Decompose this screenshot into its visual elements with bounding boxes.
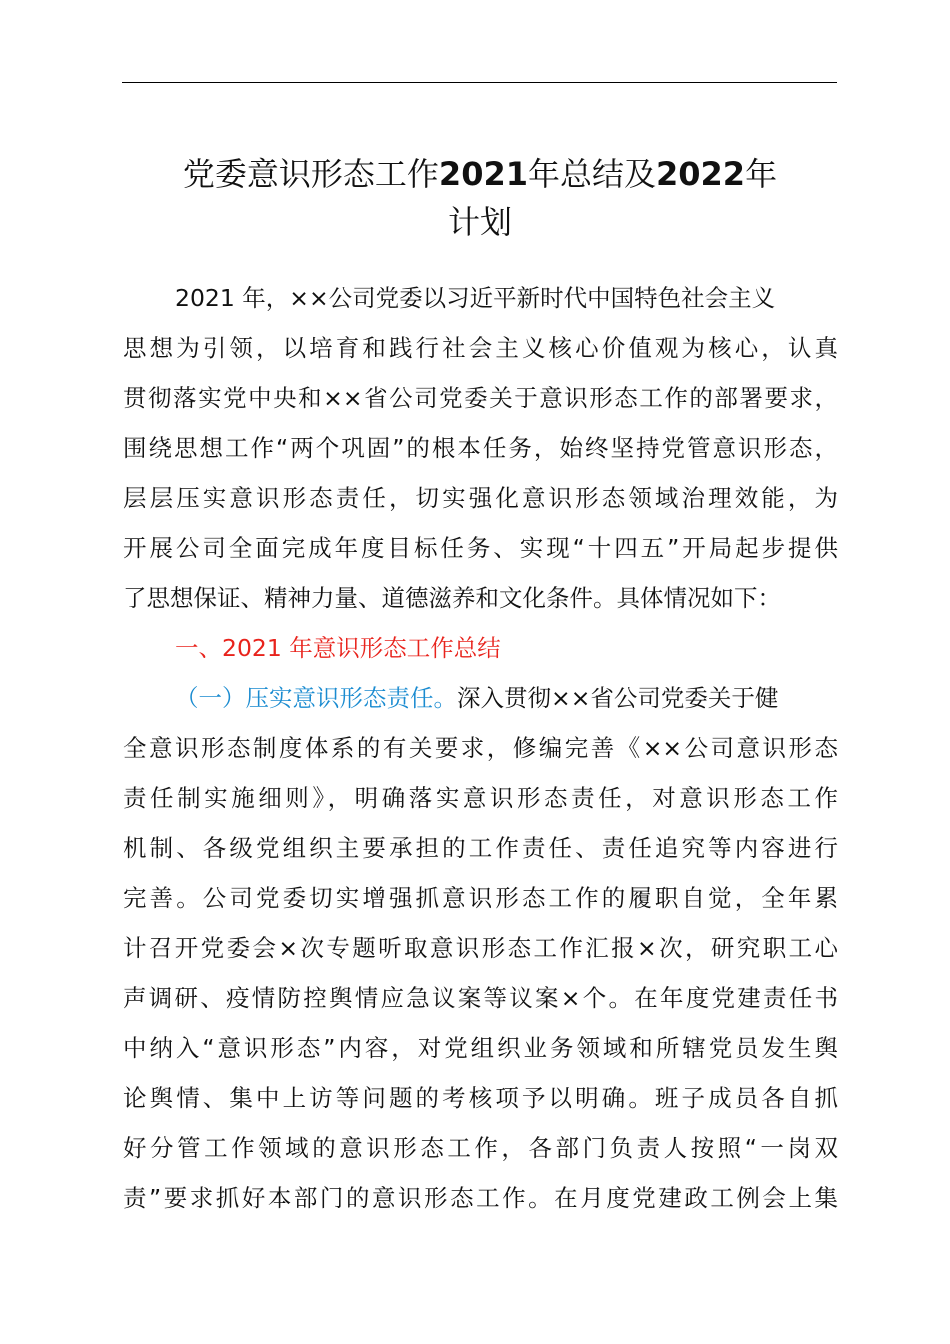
paragraph-line: 层层压实意识形态责任，切实强化意识形态领域治理效能，为 — [123, 484, 838, 512]
title-part: 年 — [745, 155, 778, 193]
document-title — [110, 150, 850, 246]
paragraph-line: 计召开党委会×次专题听取意识形态工作汇报×次，研究职工心 — [123, 934, 838, 962]
paragraph-line: 责”要求抓好本部门的意识形态工作。在月度党建政工例会上集 — [123, 1184, 838, 1212]
paragraph-line: 贯彻落实党中央和××省公司党委关于意识形态工作的部署要求， — [123, 384, 838, 412]
title-year: 2021 — [438, 155, 528, 193]
paragraph-line: 全意识形态制度体系的有关要求，修编完善《××公司意识形态 — [123, 734, 838, 762]
title-line-2: 计划 — [447, 203, 512, 241]
header-rule — [122, 82, 837, 83]
title-part: 党委意识形态工作 — [182, 155, 439, 193]
paragraph-line: 思想为引领，以培育和践行社会主义核心价值观为核心，认真 — [123, 334, 838, 362]
subsection-heading: （一）压实意识形态责任。 — [175, 684, 457, 712]
paragraph-line: 好分管工作领域的意识形态工作，各部门负责人按照“一岗双 — [123, 1134, 838, 1162]
paragraph-line: 中纳入“意识形态”内容，对党组织业务领域和所辖党员发生舆 — [123, 1034, 838, 1062]
paragraph-line: 责任制实施细则》，明确落实意识形态责任，对意识形态工作 — [123, 784, 838, 812]
paragraph-line: 完善。公司党委切实增强抓意识形态工作的履职自觉，全年累 — [123, 884, 838, 912]
section-heading: 一、2021 年意识形态工作总结 — [175, 634, 501, 662]
subsection-line — [175, 683, 838, 733]
paragraph-line: 论舆情、集中上访等问题的考核项予以明确。班子成员各自抓 — [123, 1084, 838, 1112]
paragraph-text: 深入贯彻××省公司党委关于健 — [457, 684, 779, 712]
paragraph-line: 开展公司全面完成年度目标任务、实现“十四五”开局起步提供 — [123, 534, 838, 562]
title-part: 年总结及 — [527, 155, 656, 193]
title-year: 2022 — [656, 155, 746, 193]
paragraph-line: 声调研、疫情防控舆情应急议案等议案×个。在年度党建责任书 — [123, 984, 838, 1012]
paragraph-line: 机制、各级党组织主要承担的工作责任、责任追究等内容进行 — [123, 834, 838, 862]
paragraph-line: 围绕思想工作“两个巩固”的根本任务，始终坚持党管意识形态， — [123, 434, 838, 462]
paragraph-line: 2021 年，××公司党委以习近平新时代中国特色社会主义 — [175, 284, 776, 312]
paragraph-line: 了思想保证、精神力量、道德滋养和文化条件。具体情况如下： — [123, 584, 781, 612]
